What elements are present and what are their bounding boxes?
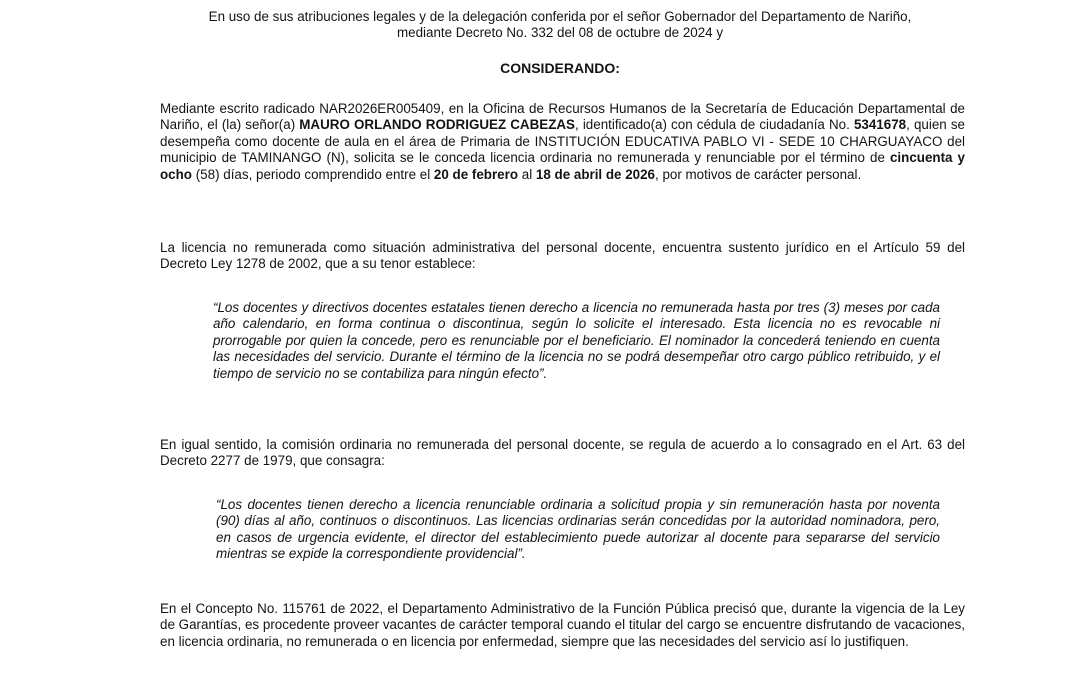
text-segment: (58) días, periodo comprendido entre el (192, 166, 434, 182)
text-segment: al (518, 166, 536, 182)
text-segment: , en la Oficina de Recursos Humanos de la Secretaría de Educación Departamental de Nariño, el (la) señor(a) (160, 101, 965, 133)
radicado-number: NAR2026ER005409 (319, 101, 441, 116)
intro-block (150, 9, 970, 42)
text-segment: , quien se desempeña como docente de aula en el área de Primaria de INSTITUCIÓN EDUCATIVA PABLO VI - SEDE 10 CHARGUAYACO del municipio de TAMINANGO (N), solicita se le conceda licencia ordinaria no remunerada y renunciable por el término de (160, 117, 965, 166)
text-segment: , por motivos de carácter personal. (655, 166, 862, 182)
text-segment: Mediante escrito radicado (160, 101, 320, 116)
paragraph-comision: En igual sentido, la comisión ordinaria no remunerada del personal docente, se regula de acuerdo a lo consagrado en el Art. 63 del Decreto 2277 de 1979, que consagra: (160, 437, 965, 469)
considerando-heading: CONSIDERANDO: (500, 60, 620, 76)
cedula-number: 5341678 (853, 117, 907, 133)
docente-name: MAURO ORLANDO RODRIGUEZ CABEZAS (299, 117, 575, 133)
paragraph-sustento: La licencia no remunerada como situación administrativa del personal docente, encuentra sustento jurídico en el Artículo 59 del Decreto Ley 1278 de 2002, que a su tenor establece: (160, 240, 965, 272)
text-segment: , identificado(a) con cédula de ciudadanía No. (574, 117, 854, 133)
fecha-fin: 18 de abril de 2026 (535, 166, 656, 182)
fecha-inicio: 20 de febrero (433, 166, 519, 182)
quote-articulo-59: “Los docentes y directivos docentes estatales tienen derecho a licencia no remunerada hasta por tres (3) meses por cada año calendario, en forma continua o discontinua, según lo solicite el interesado. Esta licencia no es revocable ni prorrogable por quien la concede, pero es renunciable por el beneficiario. El nominador la concederá teniendo en cuenta las necesidades del servicio. Durante el término de la licencia no se podrá desempeñar otro cargo público retribuido, y el tiempo de servicio no se contabiliza para ningún efecto”. (213, 300, 940, 381)
paragraph-concepto: En el Concepto No. 115761 de 2022, el Departamento Administrativo de la Función Pública precisó que, durante la vigencia de la Ley de Garantías, es procedente proveer vacantes de carácter temporal cuando el titular del cargo se encuentre disfrutando de vacaciones, en licencia ordinaria, no remunerada o en licencia por enfermedad, siempre que las necesidades del servicio así lo justifiquen. (160, 601, 965, 649)
intro-line-2: mediante Decreto No. 332 del 08 de octubre de 2024 y (396, 25, 724, 41)
paragraph-solicitud (160, 101, 965, 183)
dias-licencia: cincuenta y ocho (160, 150, 965, 182)
intro-line-1: En uso de sus atribuciones legales y de la delegación conferida por el señor Gobernador del Departamento de Nariño, (208, 9, 912, 24)
quote-articulo-63: “Los docentes tienen derecho a licencia renunciable ordinaria a solicitud propia y sin remuneración hasta por noventa (90) días al año, continuos o discontinuos. Las licencias ordinarias serán concedidas por la autoridad nominadora, pero, en casos de urgencia evidente, el director del establecimiento puede autorizar al docente para separarse del servicio mientras se expide la correspondiente providencial”. (216, 497, 940, 562)
